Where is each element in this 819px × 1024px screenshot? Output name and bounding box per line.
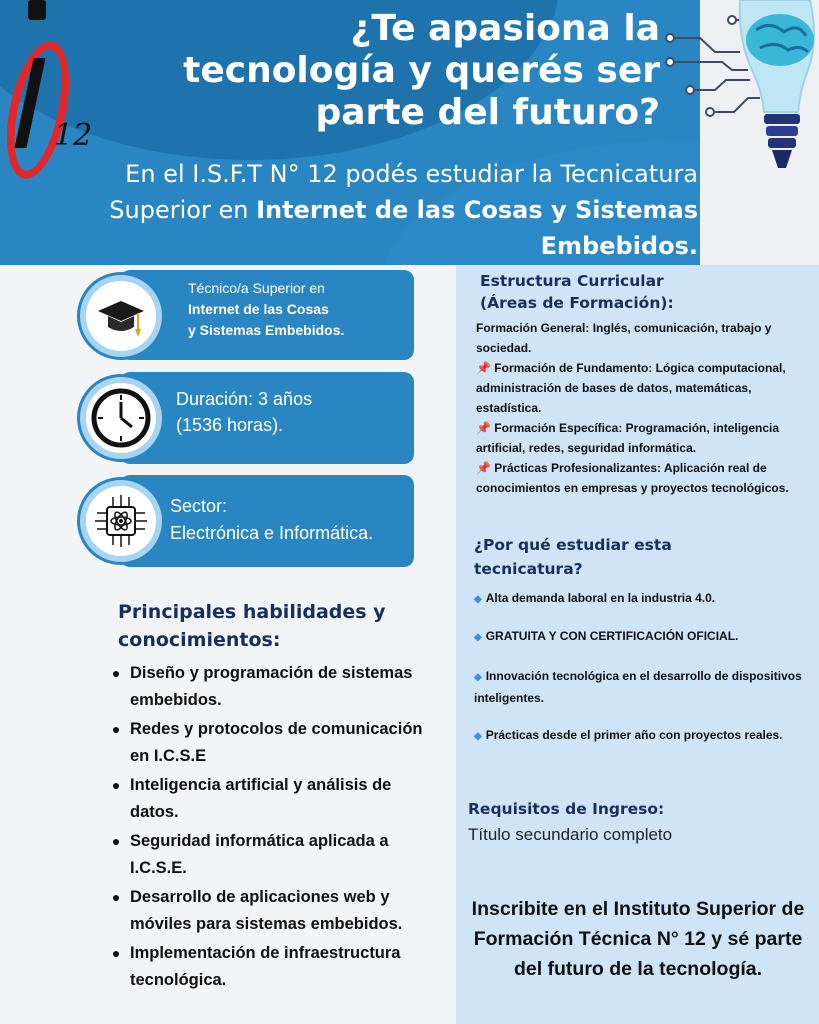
skills-heading [118,598,438,654]
skill-item: Redes y protocolos de comunicación en I.C.S.E [110,716,430,770]
skill-item: Diseño y programación de sistemas embebidos. [110,660,430,714]
why-heading [474,533,774,581]
skill-item: Implementación de infraestructura tecnológica. [110,940,430,994]
diamond-bullet-icon: ◆ [474,594,482,605]
call-to-action: Inscribite en el Instituto Superior de Formación Técnica N° 12 y sé parte del futuro de la tecnología. [471,898,805,980]
degree-card [120,270,414,360]
skill-item: Desarrollo de aplicaciones web y móviles para sistemas embebidos. [110,884,430,938]
page-title [130,8,660,134]
pushpin-icon: 📌 [476,361,491,375]
why-heading-line: tecnicatura? [474,560,583,578]
curriculum-heading-line: (Áreas de Formación): [480,294,674,312]
circuit-atom-icon [80,480,162,562]
subtitle-program-name: Internet de las Cosas y Sistemas Embebidos. [256,196,698,260]
curriculum-item [476,458,806,498]
requirements-text: Título secundario completo [468,825,673,844]
duration-line: Duración: 3 años [176,389,313,409]
why-heading-line: ¿Por qué estudiar esta [474,536,672,554]
degree-line: y Sistemas Embebidos. [188,322,345,338]
curriculum-heading [480,270,780,314]
logo-number: 12 [54,118,93,153]
why-item-text: Prácticas desde el primer año con proyectos reales. [485,728,783,742]
skill-item: Inteligencia artificial y análisis de datos. [110,772,430,826]
curriculum-item-text: Formación General: Inglés, comunicación, trabajo y sociedad. [476,321,772,355]
curriculum-item [476,358,806,418]
duration-card [120,372,414,464]
curriculum-heading-line: Estructura Curricular [480,272,664,290]
logo-dot [28,0,46,20]
why-item-text: Innovación tecnológica en el desarrollo de dispositivos inteligentes. [474,669,802,705]
curriculum-item [476,418,806,458]
curriculum-item [476,318,806,358]
why-item-text: Alta demanda laboral en la industria 4.0. [485,591,716,605]
degree-line: Técnico/a Superior en [188,280,325,296]
skills-heading-line: conocimientos: [118,629,281,651]
pushpin-icon: 📌 [476,421,491,435]
duration-line: (1536 horas). [176,415,284,435]
sector-card [120,475,414,567]
why-item [474,725,804,747]
why-item [474,666,804,708]
curriculum-item-text: Formación Específica: Programación, inteligencia artificial, redes, seguridad informática. [476,421,780,455]
skills-heading-line: Principales habilidades y [118,601,386,623]
sector-card-text [170,493,373,547]
diamond-bullet-icon: ◆ [474,632,482,643]
title-line: ¿Te apasiona la [350,8,660,49]
pushpin-icon: 📌 [476,461,491,475]
curriculum-item-text: Prácticas Profesionalizantes: Aplicación real de conocimientos en empresas y proyectos tecnológicos. [476,461,789,495]
degree-line: Internet de las Cosas [188,301,329,317]
title-line: tecnología y querés ser [183,50,660,91]
curriculum-list [476,318,806,498]
why-item [474,626,804,648]
subtitle-text: En el I.S.F.T N° 12 podés estudiar la Tecnicatura Superior en [109,160,698,224]
skill-item: Seguridad informática aplicada a I.C.S.E. [110,828,430,882]
why-item-text: GRATUITA Y CON CERTIFICACIÓN OFICIAL. [485,629,739,643]
graduation-cap-icon [80,275,162,357]
title-line: parte del futuro? [315,92,660,133]
curriculum-item-text: Formación de Fundamento: Lógica computacional, administración de bases de datos, matemáticas, estadística. [476,361,786,415]
degree-card-text [188,278,344,341]
requirements-heading: Requisitos de Ingreso: [468,800,665,818]
diamond-bullet-icon: ◆ [474,731,482,742]
lightbulb-brain-icon [660,0,819,180]
page-subtitle [60,156,698,264]
sector-line: Sector: [170,496,228,516]
duration-card-text [176,386,312,438]
why-item [474,588,804,610]
skills-list [110,660,430,996]
clock-icon [80,377,162,459]
sector-line: Electrónica e Informática. [170,523,374,543]
diamond-bullet-icon: ◆ [474,672,482,683]
